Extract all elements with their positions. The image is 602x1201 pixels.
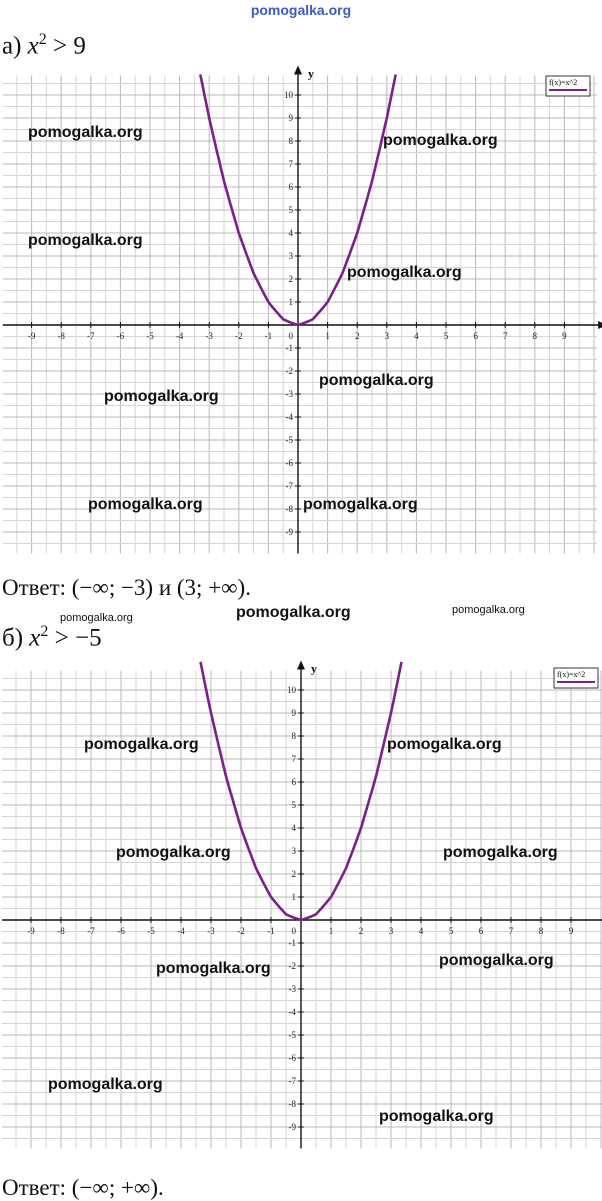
- x-tick-label: -6: [117, 926, 125, 936]
- x-tick-label: -1: [264, 331, 273, 341]
- y-tick-label: -7: [285, 481, 293, 491]
- y-tick-label: -1: [285, 343, 293, 353]
- y-tick-label: 5: [291, 800, 296, 810]
- y-axis-label: y: [311, 661, 317, 676]
- x-tick-label: -4: [175, 331, 184, 341]
- y-tick-label: -7: [288, 1076, 296, 1086]
- answer-b: Ответ: (−∞; +∞).: [2, 1175, 164, 1200]
- x-tick-label: 3: [384, 331, 390, 341]
- y-tick-label: -4: [288, 1007, 296, 1017]
- y-tick-label: 10: [284, 90, 293, 100]
- problem-a-variable: x: [27, 32, 39, 60]
- x-tick-label: -1: [267, 926, 275, 936]
- x-tick-label: 5: [448, 926, 454, 936]
- problem-b-statement: [2, 624, 102, 650]
- watermark: pomogalka.org: [156, 960, 271, 977]
- y-tick-label: 4: [288, 228, 293, 238]
- x-tick-label: -6: [116, 331, 125, 341]
- x-tick-label: -8: [57, 926, 65, 936]
- x-tick-label: 7: [508, 926, 514, 936]
- problem-b-variable: x: [29, 624, 41, 652]
- watermark: pomogalka.org: [28, 124, 143, 141]
- watermark: pomogalka.org: [48, 1076, 163, 1093]
- x-tick-label: 7: [502, 331, 508, 341]
- x-tick-label: 1: [325, 331, 330, 341]
- answer-a: Ответ: (−∞; −3) и (3; +∞).: [2, 575, 251, 600]
- x-tick-label: 8: [538, 926, 544, 936]
- x-tick-label: 2: [358, 926, 364, 936]
- grid: [3, 76, 597, 554]
- y-tick-label: -8: [285, 504, 293, 514]
- y-tick-label: 1: [288, 297, 293, 307]
- problem-a-exponent: 2: [38, 31, 47, 48]
- x-tick-label: 6: [478, 926, 484, 936]
- y-axis-arrow: [294, 66, 302, 75]
- x-tick-label: 4: [414, 331, 419, 341]
- watermark: pomogalka.org: [303, 496, 418, 513]
- legend-label: f(x)=x^2: [549, 78, 578, 87]
- watermark: pomogalka.org: [116, 844, 231, 861]
- site-header[interactable]: pomogalka.org: [250, 2, 352, 18]
- y-tick-label: 4: [291, 823, 296, 833]
- y-tick-label: 10: [287, 685, 296, 695]
- x-tick-label: -4: [177, 926, 185, 936]
- y-tick-label: -3: [288, 984, 296, 994]
- problem-b-label: б): [2, 624, 24, 652]
- y-tick-label: 6: [291, 777, 296, 787]
- watermark: pomogalka.org: [379, 1108, 494, 1125]
- y-tick-label: 2: [288, 274, 293, 284]
- watermark: pomogalka.org: [383, 132, 498, 149]
- y-tick-label: 5: [288, 205, 293, 215]
- y-tick-label: 7: [288, 159, 293, 169]
- x-tick-label: -7: [87, 331, 95, 341]
- watermark: pomogalka.org: [387, 736, 502, 753]
- y-tick-label: -3: [285, 389, 293, 399]
- watermark: pomogalka.org: [84, 736, 199, 753]
- legend: [546, 76, 590, 96]
- x-tick-label: -9: [27, 331, 36, 341]
- legend-label: f(x)=x^2: [557, 670, 586, 679]
- x-tick-label: -3: [205, 331, 213, 341]
- x-tick-label: 4: [418, 926, 424, 936]
- y-tick-label: -1: [288, 938, 296, 948]
- problem-a-inequality: > 9: [46, 32, 86, 60]
- x-tick-label: -5: [147, 926, 155, 936]
- watermark: pomogalka.org: [60, 612, 133, 624]
- x-tick-label: 9: [562, 331, 567, 341]
- x-tick-label: 2: [354, 331, 360, 341]
- x-tick-label: -9: [27, 926, 35, 936]
- x-tick-label: 5: [443, 331, 449, 341]
- x-tick-label: -8: [57, 331, 65, 341]
- watermark: pomogalka.org: [28, 232, 143, 249]
- y-tick-label: 9: [291, 708, 296, 718]
- watermark: pomogalka.org: [347, 264, 462, 281]
- problem-a-label: а): [2, 32, 22, 60]
- y-tick-label: 8: [291, 731, 296, 741]
- x-tick-label: 1: [328, 926, 334, 936]
- legend: [554, 668, 598, 688]
- x-tick-label: -3: [207, 926, 215, 936]
- x-tick-label: 6: [473, 331, 478, 341]
- x-tick-label: 8: [532, 331, 538, 341]
- y-tick-label: 1: [291, 892, 296, 902]
- x-tick-label: 3: [388, 926, 394, 936]
- y-tick-label: 9: [288, 113, 293, 123]
- y-tick-label: -4: [285, 412, 293, 422]
- y-tick-label: 7: [291, 754, 296, 764]
- y-tick-label: -8: [288, 1099, 296, 1109]
- y-tick-label: 3: [288, 251, 293, 261]
- y-axis-arrow: [297, 661, 305, 670]
- watermark: pomogalka.org: [104, 388, 219, 405]
- watermark: pomogalka.org: [452, 604, 525, 616]
- x-tick-label: -2: [235, 331, 243, 341]
- y-tick-label: 2: [291, 869, 296, 879]
- x-tick-label: -5: [146, 331, 154, 341]
- origin-label: 0: [288, 331, 293, 341]
- y-tick-label: 6: [288, 182, 293, 192]
- origin-label: 0: [291, 926, 296, 936]
- y-tick-label: -2: [288, 961, 296, 971]
- problem-a-statement: [2, 32, 86, 58]
- watermark: pomogalka.org: [319, 372, 434, 389]
- y-tick-label: -5: [288, 1030, 296, 1040]
- problem-b-inequality: > −5: [48, 624, 102, 652]
- y-tick-label: -2: [285, 366, 293, 376]
- y-tick-label: -9: [285, 527, 293, 537]
- y-tick-label: -9: [288, 1122, 296, 1132]
- x-tick-label: 9: [568, 926, 574, 936]
- x-tick-label: -2: [237, 926, 245, 936]
- x-axis-arrow: [598, 321, 602, 329]
- watermark: pomogalka.org: [88, 496, 203, 513]
- y-tick-label: -6: [288, 1053, 296, 1063]
- x-tick-label: -7: [87, 926, 95, 936]
- watermark: pomogalka.org: [439, 952, 554, 969]
- y-tick-label: -6: [285, 458, 293, 468]
- y-tick-label: -5: [285, 435, 293, 445]
- y-tick-label: 3: [291, 846, 296, 856]
- watermark: pomogalka.org: [443, 844, 558, 861]
- watermark: pomogalka.org: [236, 604, 351, 621]
- y-axis-label: y: [308, 66, 314, 81]
- problem-b-exponent: 2: [40, 623, 49, 640]
- y-tick-label: 8: [288, 136, 293, 146]
